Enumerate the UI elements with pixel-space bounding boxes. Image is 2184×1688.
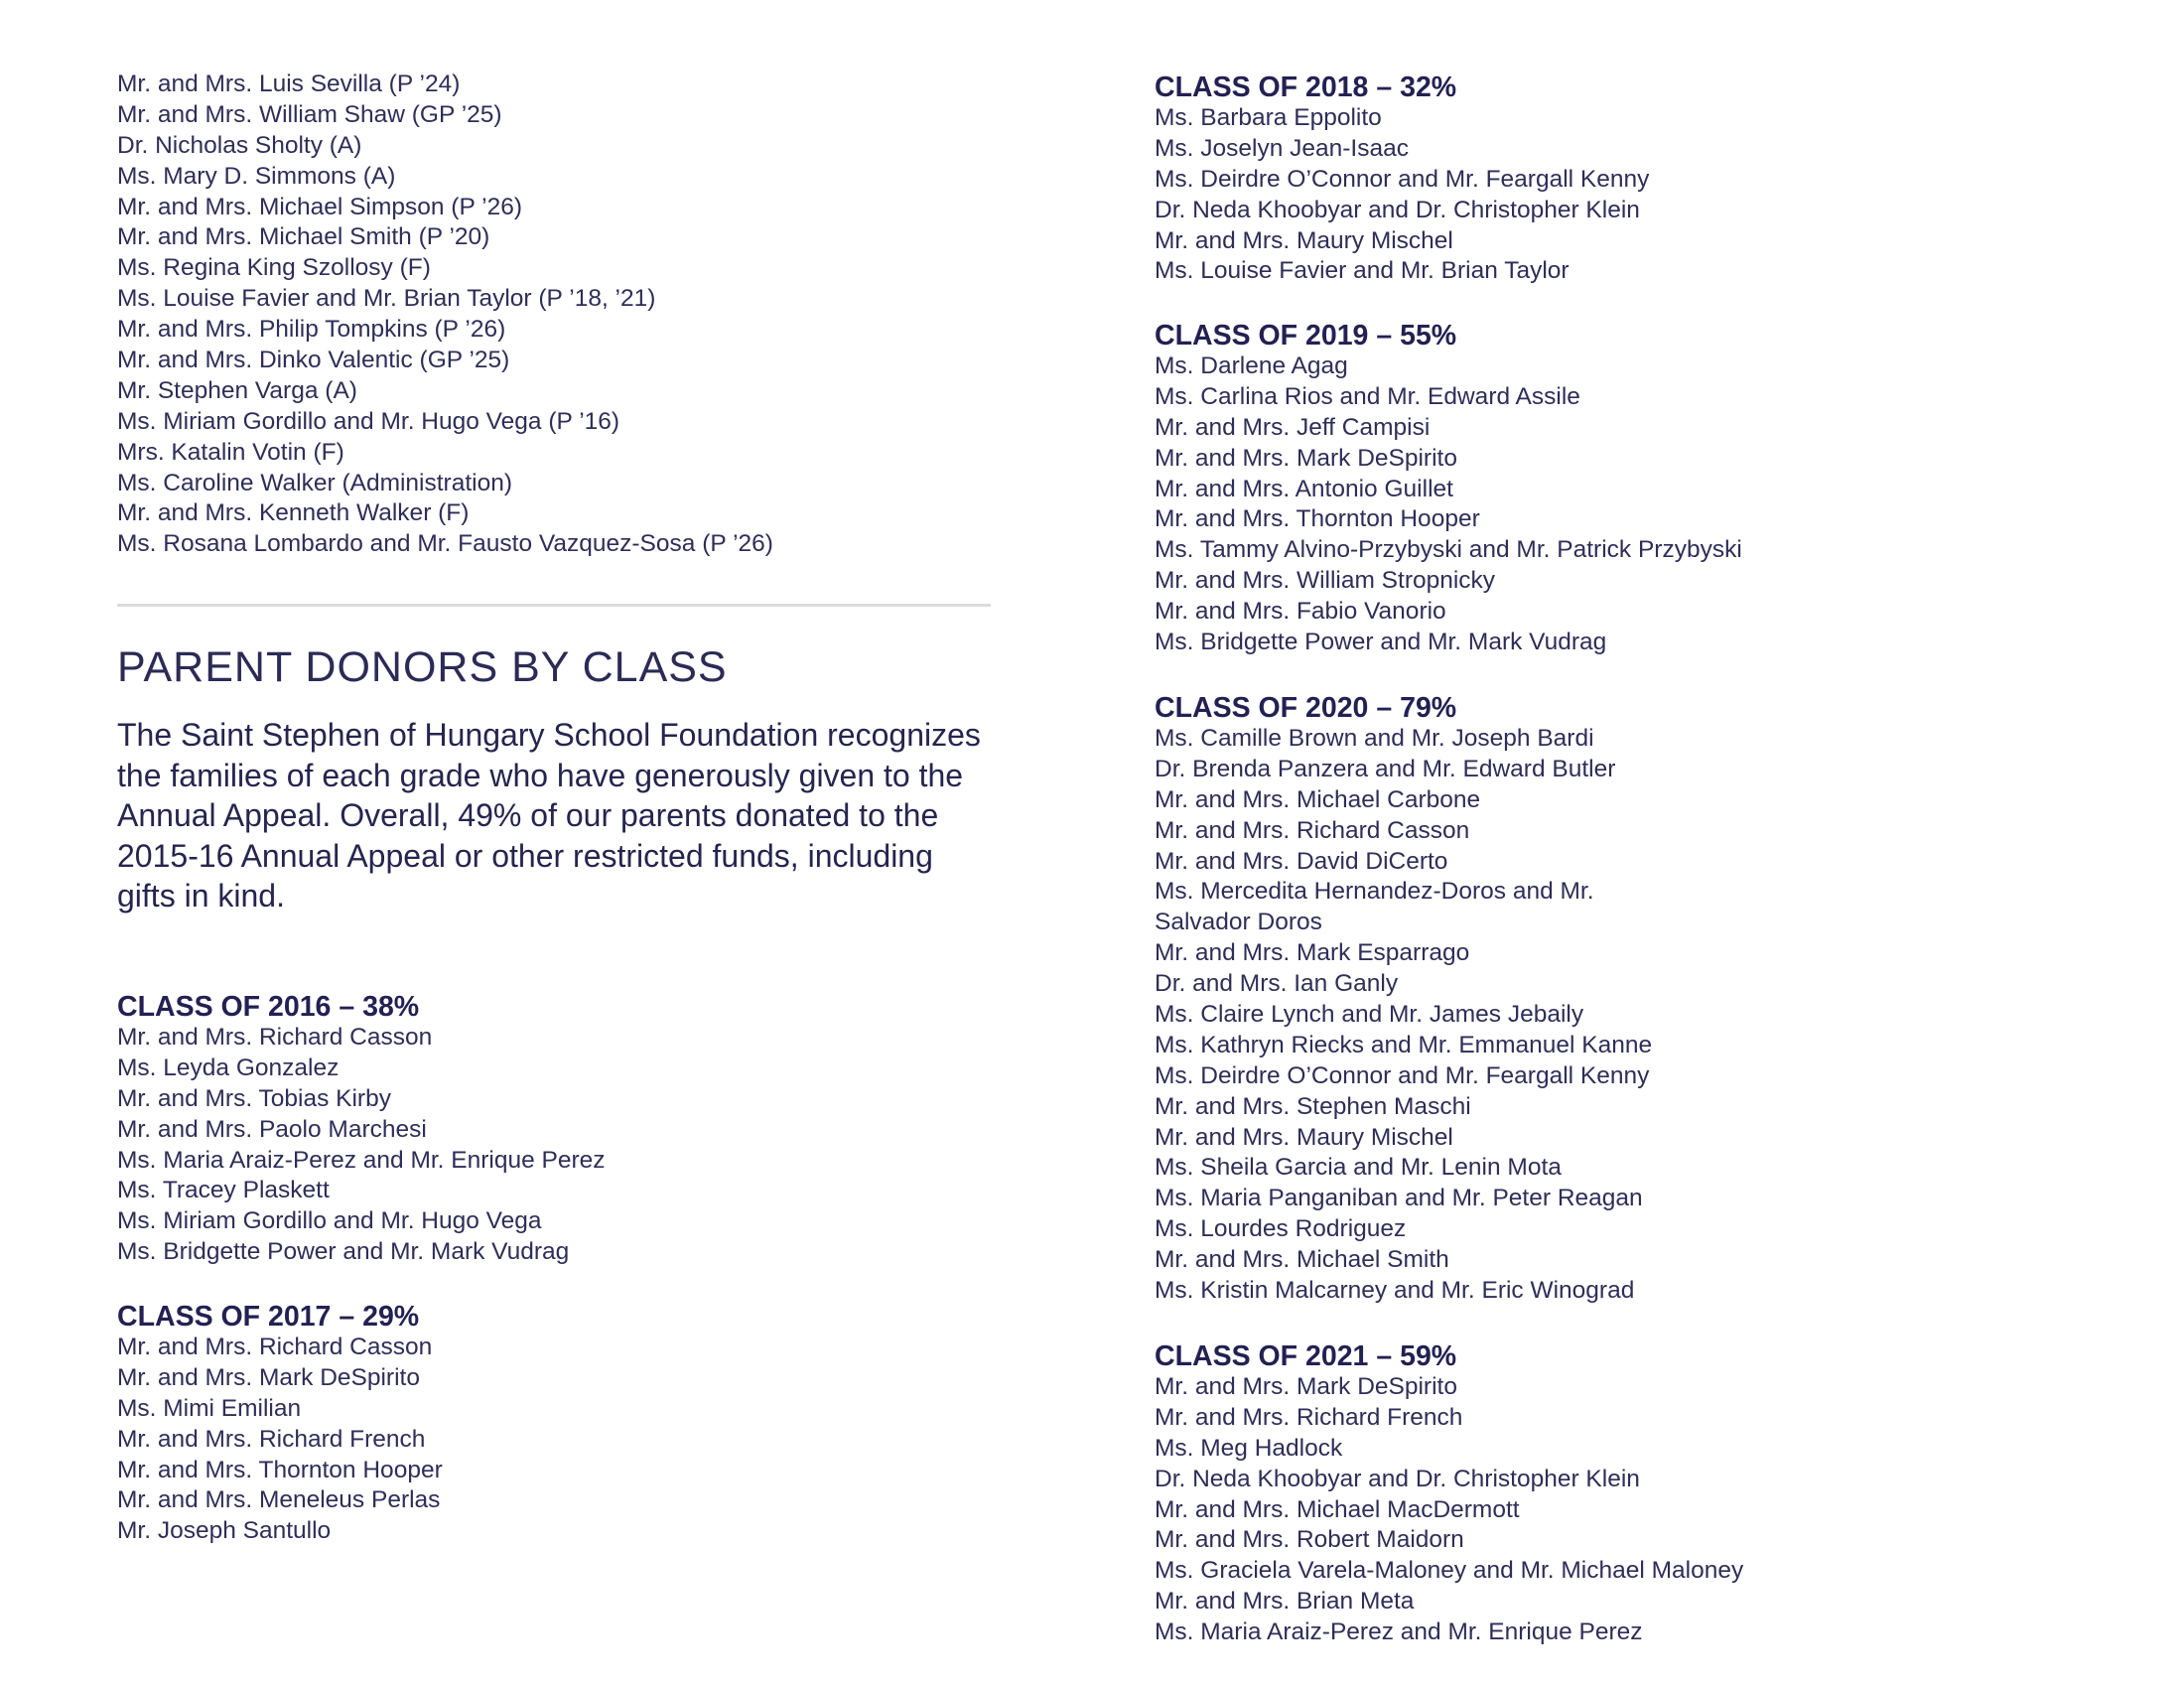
class-heading: CLASS OF 2020 – 79% [1155,692,1457,724]
donor-name: Mr. and Mrs. David DiCerto [1155,847,1448,875]
donor-name: Mr. and Mrs. Dinko Valentic (GP ’25) [117,347,510,374]
donor-name: Ms. Regina King Szollosy (F) [117,254,431,282]
donor-name: Ms. Louise Favier and Mr. Brian Taylor [1155,257,1570,285]
donor-name: Mr. and Mrs. Thornton Hooper [1155,505,1480,533]
donor-name: Dr. Neda Khoobyar and Dr. Christopher Klein [1155,196,1640,223]
donor-name: Mr. and Mrs. Philip Tompkins (P ’26) [117,316,506,344]
donor-name: Ms. Maria Panganiban and Mr. Peter Reagan [1155,1185,1643,1212]
class-donor-list [117,1333,443,1547]
donor-name: Dr. Neda Khoobyar and Dr. Christopher Klein [1155,1465,1640,1492]
class-2017-block [117,1301,443,1547]
donor-name: Mr. and Mrs. Richard Casson [117,1334,433,1360]
donor-name: Mr. and Mrs. Tobias Kirby [117,1084,391,1112]
donor-name: Mr. and Mrs. Mark Esparrago [1155,939,1470,967]
class-2021-block [1155,1340,1743,1648]
donor-name: Ms. Lourdes Rodriguez [1155,1215,1407,1243]
class-heading: CLASS OF 2016 – 38% [117,991,420,1023]
class-2016-block [117,991,606,1268]
donor-name: Ms. Maria Araiz-Perez and Mr. Enrique Perez [117,1146,606,1174]
donor-name: Mr. and Mrs. Michael Smith [1155,1246,1449,1274]
donor-name: Ms. Miriam Gordillo and Mr. Hugo Vega (P ’16) [117,407,620,435]
donor-name: Ms. Louise Favier and Mr. Brian Taylor (P ’18, ’21) [117,285,656,313]
class-donor-list [1155,352,1742,658]
donor-name: Ms. Kathryn Riecks and Mr. Emmanuel Kanne [1155,1031,1653,1058]
donor-name: Mr. and Mrs. William Shaw (GP ’25) [117,100,502,128]
donor-name: Mr. and Mrs. Jeff Campisi [1155,413,1431,441]
donor-list-top [117,70,773,560]
class-donor-list [1155,103,1649,287]
donor-name: Mr. and Mrs. Maury Mischel [1155,226,1453,254]
class-heading: CLASS OF 2019 – 55% [1155,320,1457,352]
donor-name: Mr. and Mrs. Stephen Maschi [1155,1092,1471,1120]
donor-name: Mr. and Mrs. Brian Meta [1155,1588,1415,1616]
donor-name: Ms. Camille Brown and Mr. Joseph Bardi [1155,725,1594,752]
donor-name: Ms. Bridgette Power and Mr. Mark Vudrag [117,1238,570,1266]
donor-name: Mr. and Mrs. Mark DeSpirito [1155,1373,1457,1400]
class-2019-block [1155,320,1742,658]
donor-name: Mr. and Mrs. Michael MacDermott [1155,1495,1520,1523]
donor-name: Mr. and Mrs. Luis Sevilla (P ’24) [117,70,461,97]
donor-name: Mr. and Mrs. Thornton Hooper [117,1456,443,1483]
donor-name: Mr. and Mrs. Michael Carbone [1155,785,1481,813]
donor-name: Ms. Tammy Alvino-Przybyski and Mr. Patrick Przybyski [1155,536,1742,564]
donor-name: Mr. and Mrs. Maury Mischel [1155,1123,1453,1151]
donor-name: Ms. Leyda Gonzalez [117,1054,340,1081]
donor-name: Ms. Caroline Walker (Administration) [117,469,512,496]
donor-name: Mr. and Mrs. Antonio Guillet [1155,475,1453,502]
section-divider [117,604,991,607]
donor-name: Mr. and Mrs. Richard French [117,1425,426,1453]
donor-name: Mr. and Mrs. Michael Smith (P ’20) [117,223,490,251]
donor-name: Mr. and Mrs. Richard Casson [1155,816,1470,844]
donor-name: Ms. Tracey Plaskett [117,1177,330,1204]
donor-name: Mr. and Mrs. Richard French [1155,1403,1463,1431]
donor-name: Ms. Mimi Emilian [117,1394,302,1422]
donor-name: Ms. Graciela Varela-Maloney and Mr. Michael Maloney [1155,1557,1744,1585]
donor-name: Mr. and Mrs. Paolo Marchesi [117,1115,427,1143]
donor-name: Mr. and Mrs. Fabio Vanorio [1155,598,1446,626]
donor-name: Ms. Sheila Garcia and Mr. Lenin Mota [1155,1154,1562,1182]
donor-name: Ms. Deirdre O’Connor and Mr. Feargall Kenny [1155,165,1650,193]
class-donor-list [1155,724,1652,1307]
donor-name: Mr. and Mrs. Meneleus Perlas [117,1486,441,1514]
class-heading: CLASS OF 2017 – 29% [117,1301,420,1333]
donor-name: Ms. Claire Lynch and Mr. James Jebaily [1155,1001,1584,1029]
donor-name: Dr. and Mrs. Ian Ganly [1155,970,1399,998]
donor-name: Ms. Bridgette Power and Mr. Mark Vudrag [1155,629,1607,656]
donor-name: Ms. Rosana Lombardo and Mr. Fausto Vazquez-Sosa (P ’26) [117,530,773,558]
class-heading: CLASS OF 2018 – 32% [1155,71,1457,103]
donor-name: Mr. Stephen Varga (A) [117,376,357,404]
donor-name: Ms. Deirdre O’Connor and Mr. Feargall Kenny [1155,1061,1650,1089]
class-donor-list [1155,1372,1743,1648]
donor-name: Ms. Maria Araiz-Perez and Mr. Enrique Perez [1155,1618,1643,1646]
class-heading: CLASS OF 2021 – 59% [1155,1340,1457,1372]
donor-name: Dr. Brenda Panzera and Mr. Edward Butler [1155,755,1616,782]
donor-name: Mr. and Mrs. Michael Simpson (P ’26) [117,193,523,220]
class-2018-block [1155,71,1649,287]
donor-name: Mr. and Mrs. Mark DeSpirito [1155,444,1457,472]
donor-name: Ms. Carlina Rios and Mr. Edward Assile [1155,382,1580,410]
intro-paragraph: The Saint Stephen of Hungary School Foundation recognizes the families of each grade who have generously given to the Annual Appeal. Overall, 49% of our parents donated to the 2015-16 Annual Appeal or other restricted funds, including gifts in kind. [117,717,981,914]
donor-name: Dr. Nicholas Sholty (A) [117,131,362,159]
donor-name: Mr. and Mrs. William Stropnicky [1155,567,1496,595]
donor-name: Ms. Kristin Malcarney and Mr. Eric Winograd [1155,1277,1635,1305]
donor-name: Ms. Darlene Agag [1155,352,1348,379]
donor-name: Mr. Joseph Santullo [117,1517,332,1545]
donor-name: Mr. and Mrs. Kenneth Walker (F) [117,499,470,527]
donor-name: Salvador Doros [1155,909,1322,936]
donor-name: Ms. Joselyn Jean-Isaac [1155,134,1409,162]
donor-name: Ms. Mercedita Hernandez-Doros and Mr. [1155,878,1594,906]
donor-name: Mr. and Mrs. Robert Maidorn [1155,1526,1464,1554]
donor-name: Mrs. Katalin Votin (F) [117,438,344,466]
class-donor-list [117,1023,606,1268]
donor-name: Ms. Mary D. Simmons (A) [117,162,396,190]
donor-name: Mr. and Mrs. Richard Casson [117,1024,433,1051]
donor-name: Mr. and Mrs. Mark DeSpirito [117,1363,420,1391]
section-title: PARENT DONORS BY CLASS [117,643,728,691]
donor-name: Ms. Meg Hadlock [1155,1434,1343,1462]
donor-name: Ms. Miriam Gordillo and Mr. Hugo Vega [117,1207,542,1235]
class-2020-block [1155,692,1652,1307]
donor-name: Ms. Barbara Eppolito [1155,104,1382,131]
